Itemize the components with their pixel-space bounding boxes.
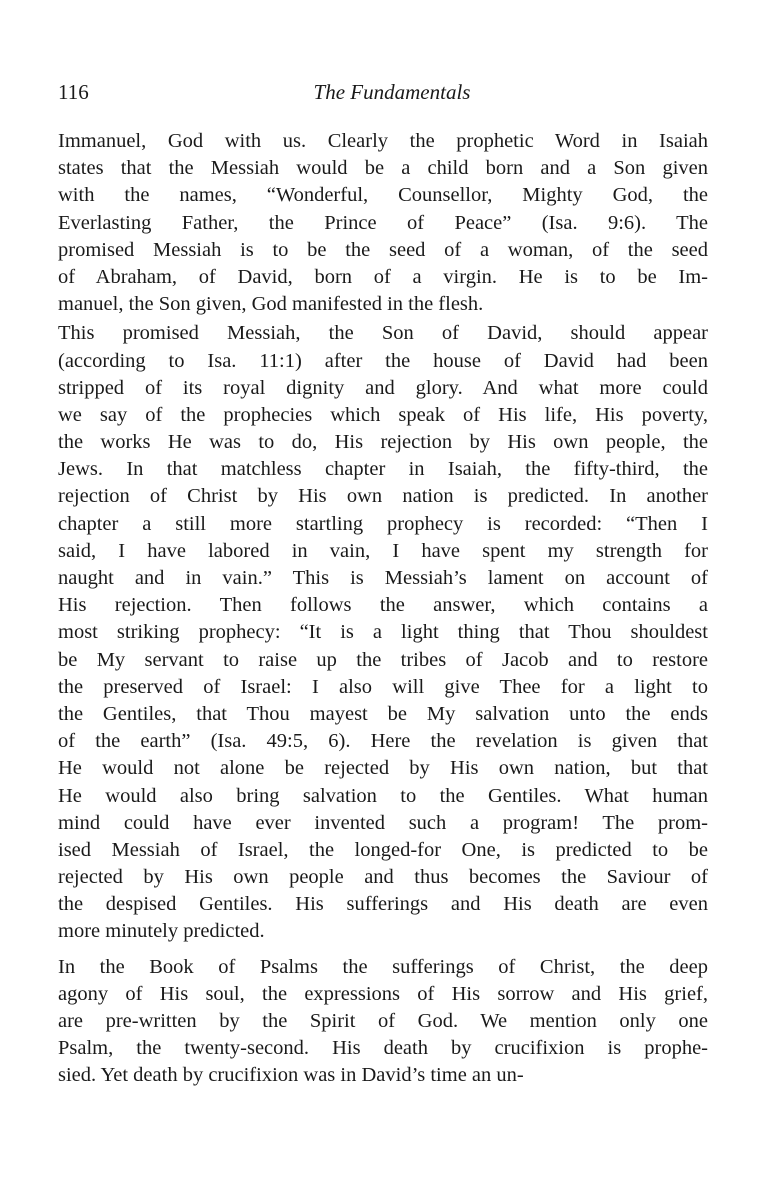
text-line: said, I have labored in vain, I have spent my strength for bbox=[58, 539, 708, 562]
paragraph-3 bbox=[58, 954, 708, 1090]
text-line: agony of His soul, the expressions of His sorrow and His grief, bbox=[58, 982, 708, 1005]
text-line: most striking prophecy: “It is a light thing that Thou shouldest bbox=[58, 621, 708, 644]
page-number: 116 bbox=[58, 80, 89, 104]
text-line: of the earth” (Isa. 49:5, 6). Here the revelation is given that bbox=[58, 730, 708, 753]
text-line: Jews. In that matchless chapter in Isaiah, the fifty-third, the bbox=[58, 458, 708, 481]
text-line: the preserved of Israel: I also will give Thee for a light to bbox=[58, 675, 708, 698]
text-line: of Abraham, of David, born of a virgin. He is to be Im- bbox=[58, 265, 708, 288]
text-line: states that the Messiah would be a child born and a Son given bbox=[58, 157, 708, 180]
text-line: promised Messiah is to be the seed of a woman, of the seed bbox=[58, 238, 708, 261]
text-line: stripped of its royal dignity and glory. And what more could bbox=[58, 376, 708, 399]
page-header bbox=[58, 76, 708, 108]
text-line: ised Messiah of Israel, the longed-for One, is predicted to be bbox=[58, 838, 708, 861]
text-line: be My servant to raise up the tribes of Jacob and to restore bbox=[58, 648, 708, 671]
text-line: Everlasting Father, the Prince of Peace” (Isa. 9:6). The bbox=[58, 211, 708, 234]
text-line: He would also bring salvation to the Gentiles. What human bbox=[58, 784, 708, 807]
text-line: with the names, “Wonderful, Counsellor, Mighty God, the bbox=[58, 184, 708, 207]
text-line: we say of the prophecies which speak of His life, His poverty, bbox=[58, 403, 708, 426]
text-line: manuel, the Son given, God manifested in the flesh. bbox=[58, 293, 484, 316]
text-line: the works He was to do, His rejection by His own people, the bbox=[58, 431, 708, 454]
body-text bbox=[58, 128, 708, 1090]
text-line: In the Book of Psalms the sufferings of Christ, the deep bbox=[58, 955, 708, 978]
text-line: are pre-written by the Spirit of God. We mention only one bbox=[58, 1010, 708, 1032]
text-line: His rejection. Then follows the answer, which contains a bbox=[58, 594, 708, 617]
text-line: Psalm, the twenty-second. His death by crucifixion is prophe- bbox=[58, 1037, 708, 1060]
text-line: more minutely predicted. bbox=[58, 920, 265, 943]
text-line: Immanuel, God with us. Clearly the prophetic Word in Isaiah bbox=[58, 130, 708, 152]
text-line: rejection of Christ by His own nation is predicted. In another bbox=[58, 485, 708, 508]
text-line: the Gentiles, that Thou mayest be My salvation unto the ends bbox=[58, 702, 708, 725]
text-line: (according to Isa. 11:1) after the house of David had been bbox=[58, 349, 708, 372]
text-line: rejected by His own people and thus becomes the Saviour of bbox=[58, 866, 708, 889]
text-line: He would not alone be rejected by His own nation, but that bbox=[58, 757, 708, 780]
text-line: the despised Gentiles. His sufferings and His death are even bbox=[58, 893, 708, 916]
paragraph-1 bbox=[58, 128, 708, 318]
text-line: This promised Messiah, the Son of David, should appear bbox=[58, 322, 708, 345]
running-title: The Fundamentals bbox=[313, 80, 471, 104]
text-line: sied. Yet death by crucifixion was in David’s time an un- bbox=[58, 1064, 524, 1087]
text-line: chapter a still more startling prophecy is recorded: “Then I bbox=[58, 512, 708, 535]
text-line: naught and in vain.” This is Messiah’s lament on account of bbox=[58, 567, 708, 589]
text-line: mind could have ever invented such a program! The prom- bbox=[58, 811, 708, 834]
paragraph-2 bbox=[58, 320, 708, 945]
